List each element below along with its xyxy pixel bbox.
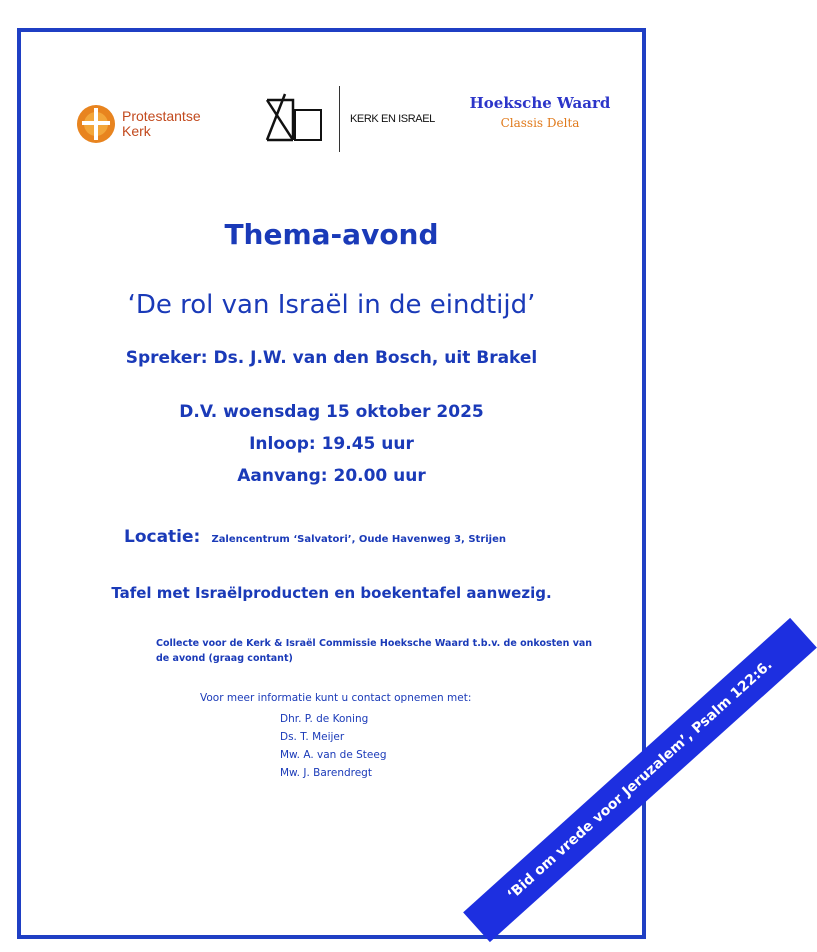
- aanvang-time: Aanvang: 20.00 uur: [237, 466, 426, 486]
- kerk-en-israel-logo: [263, 86, 435, 152]
- hw-line1: Hoeksche Waard: [469, 94, 611, 112]
- event-date: D.V. woensdag 15 oktober 2025: [179, 402, 484, 422]
- contact-item: Dhr. P. de Koning: [280, 713, 369, 725]
- hw-line2: Classis Delta: [500, 116, 580, 130]
- event-subtitle: ‘De rol van Israël in de eindtijd’: [127, 290, 536, 320]
- pk-line2: Kerk: [122, 123, 151, 139]
- kerk-en-israel-text: KERK EN ISRAEL: [350, 113, 435, 125]
- event-title: Thema-avond: [224, 218, 439, 251]
- tafel-notice: Tafel met Israëlproducten en boekentafel aanwezig.: [111, 584, 552, 602]
- hoeksche-waard-logo: [468, 94, 612, 130]
- protestantse-kerk-logo: [76, 104, 201, 144]
- location: [124, 527, 506, 547]
- collecte-notice: Collecte voor de Kerk & Israël Commissie Hoeksche Waard t.b.v. de onkosten van de avond (graag contant): [156, 638, 593, 664]
- protestantse-kerk-icon: [76, 104, 116, 144]
- contact-item: Mw. A. van de Steeg: [280, 749, 387, 761]
- location-text: Zalencentrum ‘Salvatori’, Oude Havenweg 3, Strijen: [211, 534, 507, 545]
- logo-divider: [339, 86, 340, 152]
- contact-item: Mw. J. Barendregt: [280, 767, 372, 779]
- pk-line1: Protestantse: [122, 108, 201, 124]
- location-label: Locatie:: [124, 527, 201, 547]
- contact-item: Ds. T. Meijer: [280, 731, 345, 743]
- inloop-time: Inloop: 19.45 uur: [249, 434, 414, 454]
- banner-text: ‘Bid om vrede voor Jeruzalem’, Psalm 122:6.: [504, 656, 776, 904]
- speaker: Spreker: Ds. J.W. van den Bosch, uit Brakel: [125, 348, 538, 368]
- star-of-david-icon: [263, 86, 325, 152]
- info-heading: Voor meer informatie kunt u contact opnemen met:: [200, 692, 472, 704]
- contact-list: [280, 710, 387, 782]
